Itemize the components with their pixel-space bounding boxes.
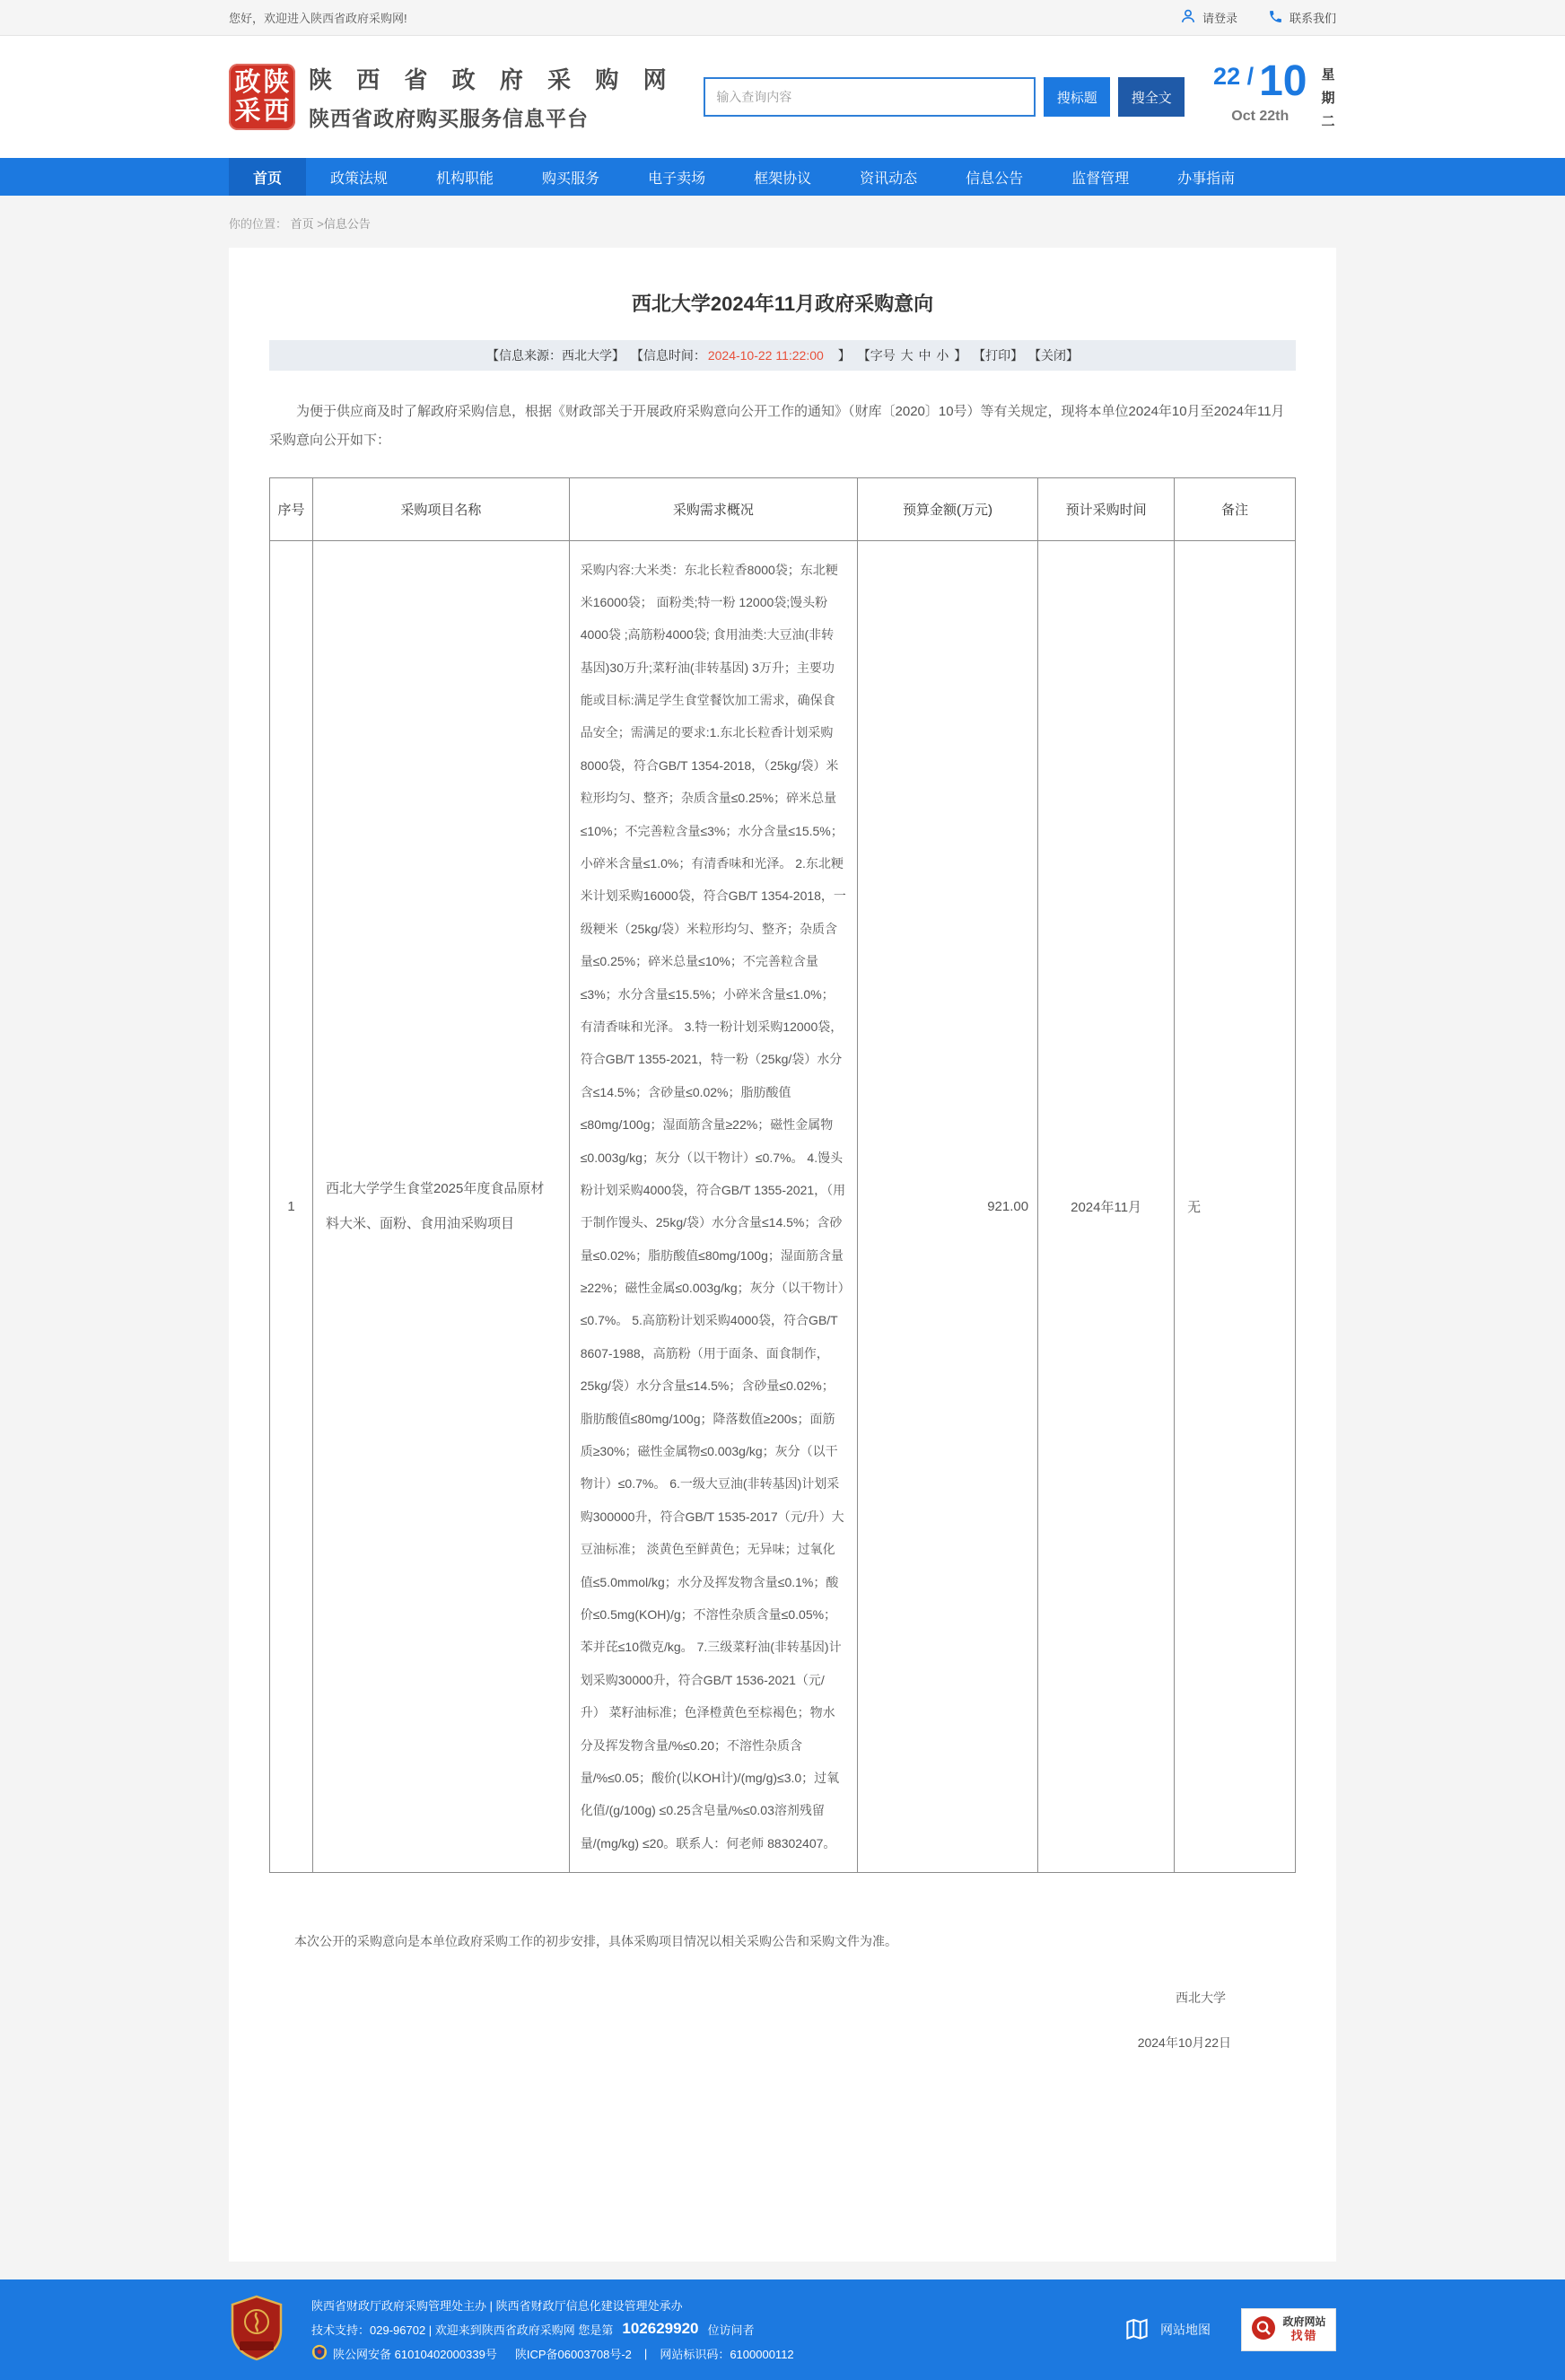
col-header-no: 序号 xyxy=(270,477,313,540)
site-subtitle: 陕西省政府购买服务信息平台 xyxy=(309,107,589,130)
date-day: 22 / xyxy=(1213,62,1255,90)
col-header-note: 备注 xyxy=(1175,477,1296,540)
signature-date: 2024年10月22日 xyxy=(1137,2035,1231,2051)
meta-time: 【信息时间： 2024-10-22 11:22:00 】 xyxy=(630,348,851,363)
site-brand[interactable] xyxy=(229,62,676,132)
footer-organizer-line: 陕西省财政厅政府采购管理处主办 | 陕西省财政厅信息化建设管理处承办 xyxy=(311,2299,683,2313)
row-requirement-detail: 采购内容:大米类：东北长粒香8000袋；东北粳米16000袋； 面粉类;特一粉 12000袋;馒头粉4000袋 ;高筋粉4000袋; 食用油类:大豆油(非转基因)30万升;菜籽油(非转基因) 3万升；主要功能或目标:满足学生食堂餐饮加工需求，确保食品安全；需满足的要求:1.东北长粒香计划采购8000袋，符合GB/T 1354-2018，（25kg/袋）米粒形均匀、整齐；杂质含量≤0.25%；碎米总量≤10%；不完善粒含量≤3%；水分含量≤15.5%；小碎米含量≤1.0%；有清香味和光泽。 2.东北粳米计划采购16000袋，符合GB/T 1354-2018，一级粳米（25kg/袋）米粒形均匀、整齐；杂质含量≤0.25%；碎米总量≤10%；不完善粒含量≤3%；水分含量≤15.5%；小碎米含量≤1.0%；有清香味和光泽。 3.特一粉计划采购12000袋，符合GB/T 1355-2021，特一粉（25kg/袋）水分含≤14.5%；含砂量≤0.02%；脂肪酸值≤80mg/100g；湿面筋含量≥22%；磁性金属物≤0.003g/kg；灰分（以干物计）≤0.7%。 4.馒头粉计划采购4000袋，符合GB/T 1355-2021，（用于制作馒头、25kg/袋）水分含量≤14.5%；含砂量≤0.02%；脂肪酸值≤80mg/100g；湿面筋含量≥22%；磁性金属≤0.003g/kg；灰分（以干物计）≤0.7%。 5.高筋粉计划采购4000袋，符合GB/T 8607-1988，高筋粉（用于面条、面食制作，25kg/袋）水分含量≤14.5%；含砂量≤0.02%；脂肪酸值≤80mg/100g；降落数值≥200s；面筋质≥30%；磁性金属物≤0.003g/kg；灰分（以干物计）≤0.7%。 6.一级大豆油(非转基因)计划采购300000升，符合GB/T 1535-2017（元/升）大豆油标准； 淡黄色至鲜黄色；无异味；过氧化值≤5.0mmol/kg；水分及挥发物含量≤0.1%；酸价≤0.5mg(KOH)/g；不溶性杂质含量≤0.05%；苯并芘≤10微克/kg。 7.三级菜籽油(非转基因)计划采购30000升，符合GB/T 1536-2021（元/升） 菜籽油标准；色泽橙黄色至棕褐色；物水分及挥发物含量/%≤0.20；不溶性杂质含量/%≤0.05；酸价(以KOH计)/(mg/g)≤3.0；过氧化值/(g/100g) ≤0.25含皂量/%≤0.03溶剂残留量/(mg/kg) ≤20。联系人：何老师 88302407。 xyxy=(569,540,857,1873)
nav-item-purchase-services[interactable]: 购买服务 xyxy=(542,171,600,187)
date-weekday: 星期二 xyxy=(1321,66,1335,130)
procurement-table xyxy=(269,477,1296,1874)
row-project-name: 西北大学学生食堂2025年度食品原材料大米、面粉、食用油采购项目 xyxy=(313,540,570,1873)
closing-paragraph: 本次公开的采购意向是本单位政府采购工作的初步安排，具体采购项目情况以相关采购公告和采购文件为准。 xyxy=(294,1934,897,1949)
font-size-medium-button[interactable]: 中 xyxy=(918,348,931,363)
breadcrumb: 你的位置： 首页 >信息公告 xyxy=(229,217,371,231)
nav-item-policies[interactable]: 政策法规 xyxy=(330,171,389,187)
site-footer xyxy=(0,2279,1565,2380)
site-logo-seal: 政 陕 采 西 xyxy=(229,64,295,130)
welcome-text: 您好，欢迎进入陕西省政府采购网! xyxy=(229,12,407,25)
icp-beian-link[interactable]: 陕ICP备06003708号-2 xyxy=(514,2348,632,2361)
close-button[interactable]: 【关闭】 xyxy=(1028,348,1080,363)
footer-support-line: 技术支持：029-96702 | 欢迎来到陕西省政府采购网 您是第 102629920 位访问者 xyxy=(311,2320,755,2337)
nav-item-functions[interactable]: 机构职能 xyxy=(436,171,494,187)
row-note: 无 xyxy=(1175,540,1296,1873)
user-icon xyxy=(1180,8,1196,27)
row-no: 1 xyxy=(270,540,313,1873)
search-title-button[interactable]: 搜标题 xyxy=(1044,77,1110,117)
map-icon xyxy=(1123,2315,1150,2345)
nav-item-emall[interactable]: 电子卖场 xyxy=(648,171,706,187)
article-meta-bar xyxy=(269,340,1296,371)
sitemap-link[interactable]: 网站地图 xyxy=(1123,2315,1211,2345)
topbar xyxy=(0,0,1565,36)
error-finder-icon xyxy=(1251,2315,1276,2345)
nav-item-announcements[interactable]: 信息公告 xyxy=(966,171,1024,187)
row-budget: 921.00 xyxy=(857,540,1037,1873)
gov-site-error-report-badge[interactable]: 政府网站 找错 xyxy=(1241,2308,1336,2351)
visitor-count: 102629920 xyxy=(622,2320,699,2337)
breadcrumb-current-link[interactable]: 信息公告 xyxy=(323,217,371,231)
breadcrumb-home-link[interactable]: 首页 xyxy=(290,217,314,231)
table-row xyxy=(270,540,1296,1873)
login-link[interactable]: 请登录 xyxy=(1180,8,1237,27)
search-fulltext-button[interactable]: 搜全文 xyxy=(1118,77,1185,117)
date-month: 10 xyxy=(1259,57,1307,105)
signature-org: 西北大学 xyxy=(1176,1991,1226,2006)
nav-item-guide[interactable]: 办事指南 xyxy=(1177,171,1236,187)
col-header-name: 采购项目名称 xyxy=(313,477,570,540)
search-input[interactable] xyxy=(704,77,1036,117)
phone-icon xyxy=(1268,9,1283,27)
contact-link[interactable]: 联系我们 xyxy=(1268,9,1336,27)
site-title: 陕 西 省 政 府 采 购 网 xyxy=(309,66,676,93)
col-header-detail: 采购需求概况 xyxy=(569,477,857,540)
nav-item-framework[interactable]: 框架协议 xyxy=(754,171,812,187)
intro-paragraph: 为便于供应商及时了解政府采购信息，根据《财政部关于开展政府采购意向公开工作的通知》（财库〔2020〕10号）等有关规定，现将本单位2024年10月至2024年11月采购意向公开如下： xyxy=(269,404,1285,449)
page-title: 西北大学2024年11月政府采购意向 xyxy=(631,293,934,315)
table-header-row xyxy=(270,477,1296,540)
font-size-small-button[interactable]: 小 xyxy=(936,348,949,363)
date-english: Oct 22th xyxy=(1231,108,1290,124)
meta-font-size: 【字号 大 中 小 】 xyxy=(857,348,967,363)
article-card xyxy=(229,248,1336,2262)
meta-source: 【信息来源：西北大学】 xyxy=(485,348,625,363)
finance-shield-logo xyxy=(229,2295,284,2366)
search-box xyxy=(704,77,1185,117)
meta-time-value: 2024-10-22 11:22:00 xyxy=(707,348,824,363)
font-size-large-button[interactable]: 大 xyxy=(900,348,914,363)
row-purchase-time: 2024年11月 xyxy=(1038,540,1175,1873)
main-nav xyxy=(0,158,1565,196)
police-badge-icon xyxy=(311,2344,328,2363)
col-header-time: 预计采购时间 xyxy=(1038,477,1175,540)
nav-item-supervision[interactable]: 监督管理 xyxy=(1071,171,1130,187)
nav-item-news[interactable]: 资讯动态 xyxy=(860,171,918,187)
gongan-beian-link[interactable]: 陕公网安备 61010402000339号 xyxy=(333,2348,497,2361)
print-button[interactable]: 【打印】 xyxy=(973,348,1024,363)
site-code: 网站标识码：6100000112 xyxy=(660,2348,794,2361)
footer-beian-line: 陕公网安备 61010402000339号 陕ICP备06003708号-2 | 网站标识码：6100000112 xyxy=(311,2344,794,2363)
site-header xyxy=(0,36,1565,158)
col-header-budget: 预算金额(万元) xyxy=(857,477,1037,540)
date-widget xyxy=(1213,57,1336,135)
nav-item-home[interactable]: 首页 xyxy=(229,158,306,196)
